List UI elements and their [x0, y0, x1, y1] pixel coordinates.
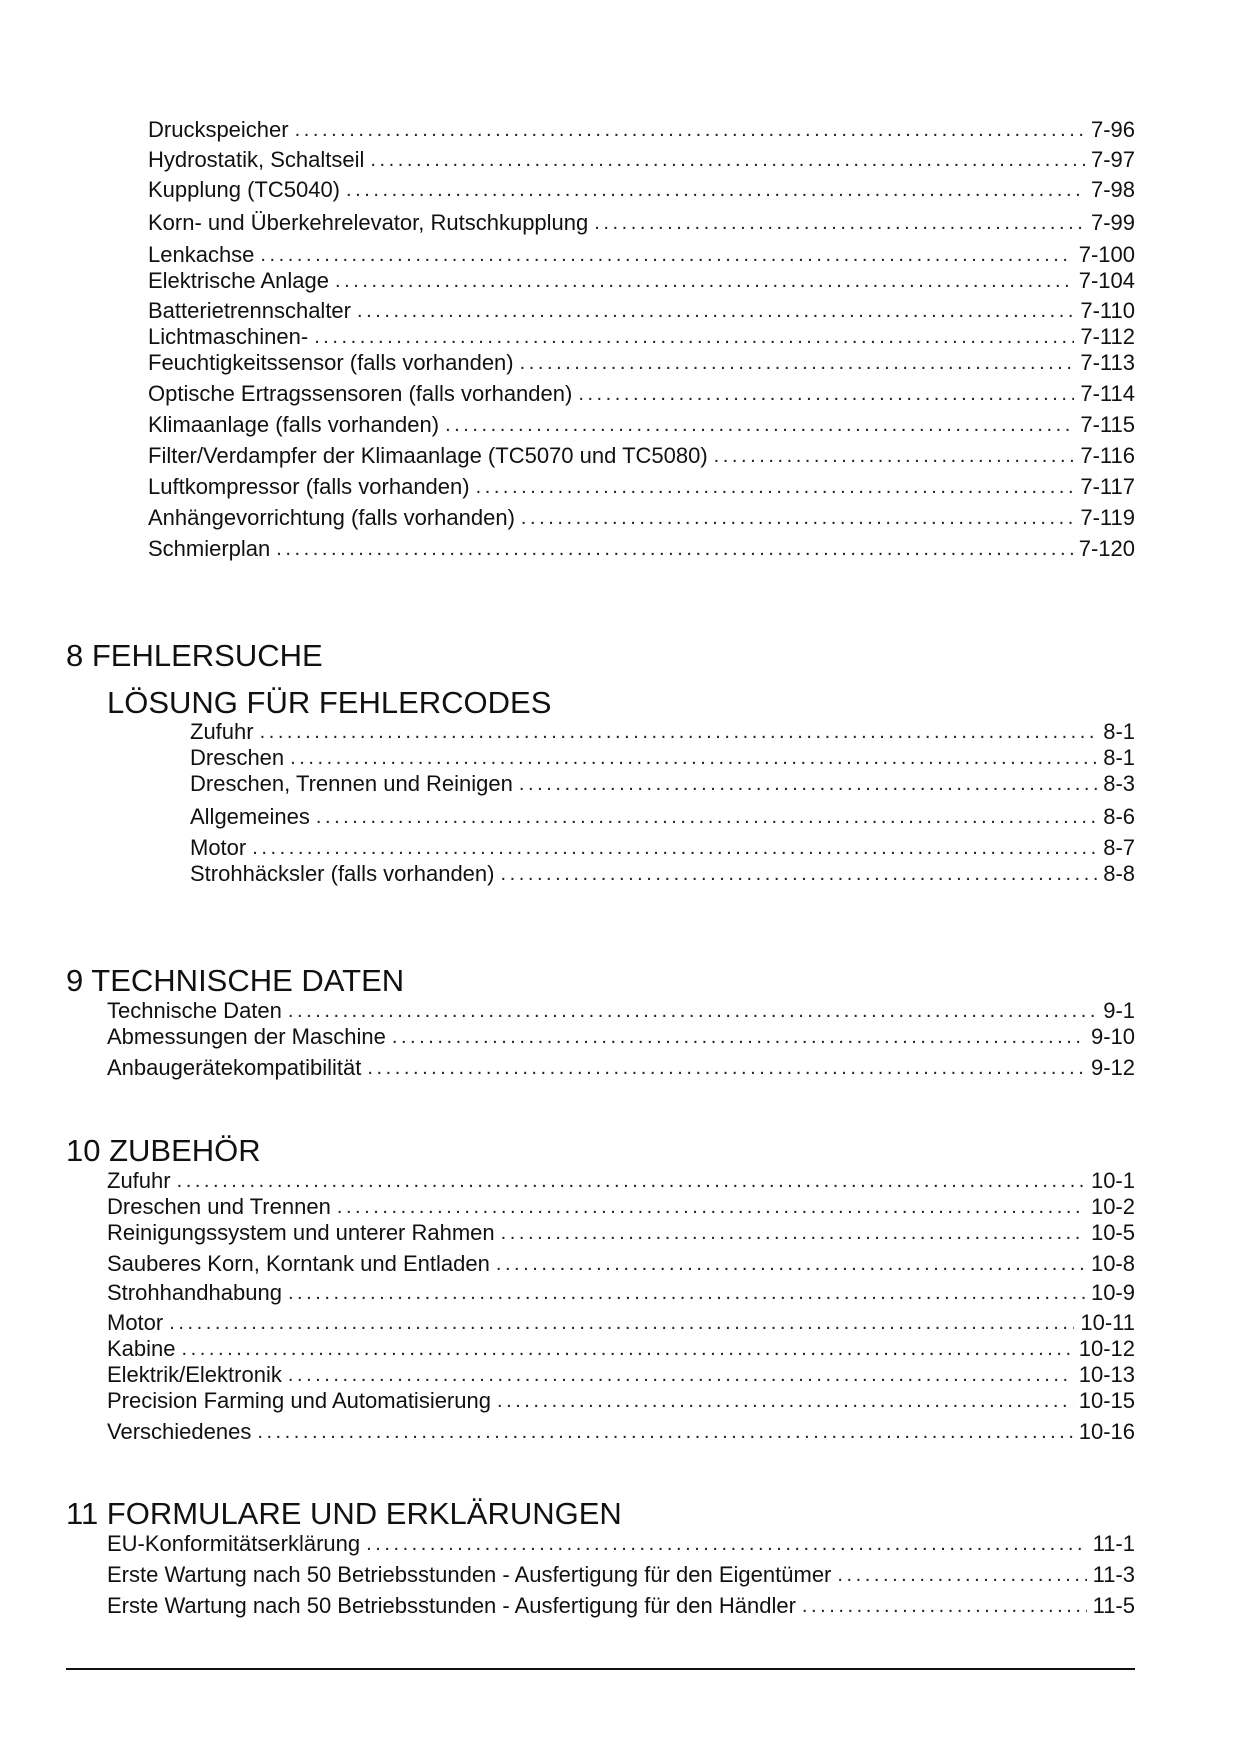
entry-label: Optische Ertragssensoren (falls vorhanden): [148, 381, 573, 406]
entry-page: 7-120: [1078, 536, 1135, 561]
entry-label: Lichtmaschinen-: [148, 324, 309, 349]
entry-label: Dreschen, Trennen und Reinigen: [190, 771, 513, 796]
entry-page: 7-96: [1090, 117, 1135, 142]
toc-entry[interactable]: [107, 1387, 1135, 1415]
toc-entry[interactable]: [190, 718, 1135, 746]
toc-entry[interactable]: [190, 803, 1135, 831]
toc-entry[interactable]: [148, 323, 1135, 351]
entry-label: Motor: [107, 1310, 164, 1335]
toc-entry[interactable]: [148, 411, 1135, 439]
entry-label: Strohhandhabung: [107, 1280, 282, 1305]
entry-label: Schmierplan: [148, 536, 271, 561]
section-heading[interactable]: 11 FORMULARE UND ERKLÄRUNGEN: [66, 1496, 622, 1531]
toc-entry[interactable]: [107, 1361, 1135, 1389]
entry-label: Kabine: [107, 1336, 176, 1361]
entry-label: Anbaugerätekompatibilität: [107, 1055, 362, 1080]
entry-label: Zufuhr: [107, 1168, 171, 1193]
entry-label: Erste Wartung nach 50 Betriebsstunden - Ausfertigung für den Eigentümer: [107, 1562, 832, 1587]
entry-label: Reinigungssystem und unterer Rahmen: [107, 1220, 495, 1245]
entry-label: Korn- und Überkehrelevator, Rutschkupplung: [148, 210, 589, 235]
toc-entry[interactable]: [107, 1054, 1135, 1082]
toc-entry[interactable]: [107, 1592, 1135, 1620]
toc-entry[interactable]: [148, 209, 1135, 237]
entry-page: 9-1: [1103, 998, 1135, 1023]
entry-page: 7-97: [1090, 147, 1135, 172]
entry-page: 8-7: [1103, 835, 1135, 860]
entry-page: 9-12: [1090, 1055, 1135, 1080]
entry-page: 10-1: [1090, 1168, 1135, 1193]
toc-entry[interactable]: [107, 1561, 1135, 1589]
entry-label: Elektrik/Elektronik: [107, 1362, 282, 1387]
footer-rule: [66, 1668, 1135, 1670]
entry-page: 7-110: [1080, 298, 1135, 323]
section-heading[interactable]: 8 FEHLERSUCHE: [66, 638, 323, 673]
entry-page: 7-104: [1078, 268, 1135, 293]
toc-entry[interactable]: [107, 1530, 1135, 1558]
entry-label: Luftkompressor (falls vorhanden): [148, 474, 470, 499]
entry-page: 7-115: [1080, 412, 1135, 437]
entry-label: Sauberes Korn, Korntank und Entladen: [107, 1251, 490, 1276]
toc-entry[interactable]: [148, 473, 1135, 501]
entry-label: Verschiedenes: [107, 1419, 252, 1444]
entry-page: 7-116: [1080, 443, 1135, 468]
toc-entry[interactable]: [107, 1335, 1135, 1363]
entry-label: Motor: [190, 835, 247, 860]
toc-entry[interactable]: [148, 349, 1135, 377]
toc-entry[interactable]: [107, 1193, 1135, 1221]
toc-entry[interactable]: [107, 1250, 1135, 1278]
entry-page: 11-1: [1092, 1531, 1135, 1556]
entry-label: Batterietrennschalter: [148, 298, 351, 323]
toc-entry[interactable]: [148, 380, 1135, 408]
entry-label: Anhängevorrichtung (falls vorhanden): [148, 505, 515, 530]
entry-label: Erste Wartung nach 50 Betriebsstunden - Ausfertigung für den Händler: [107, 1593, 796, 1618]
entry-label: Lenkachse: [148, 242, 255, 267]
entry-page: 8-6: [1103, 804, 1135, 829]
entry-page: 7-113: [1080, 350, 1135, 375]
entry-page: 10-15: [1078, 1388, 1135, 1413]
toc-entry[interactable]: [190, 860, 1135, 888]
entry-page: 10-9: [1090, 1280, 1135, 1305]
entry-page: 8-8: [1103, 861, 1135, 886]
entry-page: 7-117: [1080, 474, 1135, 499]
section-subheading[interactable]: LÖSUNG FÜR FEHLERCODES: [107, 685, 552, 720]
entry-label: Elektrische Anlage: [148, 268, 329, 293]
entry-label: Strohhäcksler (falls vorhanden): [190, 861, 495, 886]
toc-entry[interactable]: [148, 176, 1135, 204]
entry-page: 10-16: [1078, 1419, 1135, 1444]
entry-page: 11-5: [1092, 1593, 1135, 1618]
entry-page: 8-3: [1103, 771, 1135, 796]
entry-label: Zufuhr: [190, 719, 254, 744]
entry-label: Kupplung (TC5040): [148, 177, 341, 202]
entry-page: 10-13: [1078, 1362, 1135, 1387]
entry-page: 9-10: [1090, 1024, 1135, 1049]
entry-page: 7-119: [1080, 505, 1135, 530]
entry-page: 10-2: [1090, 1194, 1135, 1219]
entry-page: 10-8: [1090, 1251, 1135, 1276]
entry-page: 7-100: [1078, 242, 1135, 267]
entry-label: Klimaanlage (falls vorhanden): [148, 412, 440, 437]
entry-label: Technische Daten: [107, 998, 282, 1023]
toc-entry[interactable]: [107, 1309, 1135, 1337]
entry-label: Dreschen: [190, 745, 285, 770]
toc-entry[interactable]: [190, 744, 1135, 772]
toc-entry[interactable]: [107, 1219, 1135, 1247]
toc-entry[interactable]: [148, 297, 1135, 325]
section-heading[interactable]: 10 ZUBEHÖR: [66, 1133, 261, 1168]
toc-entry[interactable]: [190, 834, 1135, 862]
entry-label: Dreschen und Trennen: [107, 1194, 331, 1219]
entry-label: Filter/Verdampfer der Klimaanlage (TC5070 und TC5080): [148, 443, 708, 468]
toc-entry[interactable]: [107, 1279, 1135, 1307]
entry-label: Abmessungen der Maschine: [107, 1024, 386, 1049]
toc-entry[interactable]: [107, 1418, 1135, 1446]
entry-label: Hydrostatik, Schaltseil: [148, 147, 365, 172]
entry-page: 8-1: [1103, 745, 1135, 770]
entry-page: 10-11: [1080, 1310, 1135, 1335]
toc-entry[interactable]: [107, 1023, 1135, 1051]
toc-entry[interactable]: [148, 267, 1135, 295]
toc-entry[interactable]: [148, 504, 1135, 532]
entry-label: EU-Konformitätserklärung: [107, 1531, 361, 1556]
toc-entry[interactable]: [148, 116, 1135, 144]
entry-label: Feuchtigkeitssensor (falls vorhanden): [148, 350, 514, 375]
entry-page: 10-12: [1078, 1336, 1135, 1361]
entry-page: 7-98: [1090, 177, 1135, 202]
toc-entry[interactable]: [107, 1167, 1135, 1195]
entry-page: 7-112: [1080, 324, 1135, 349]
toc-entry[interactable]: [148, 146, 1135, 174]
entry-page: 7-114: [1080, 381, 1135, 406]
entry-page: 7-99: [1090, 210, 1135, 235]
toc-entry[interactable]: [148, 241, 1135, 269]
entry-page: 8-1: [1103, 719, 1135, 744]
entry-label: Allgemeines: [190, 804, 310, 829]
entry-page: 11-3: [1092, 1562, 1135, 1587]
entry-label: Druckspeicher: [148, 117, 289, 142]
toc-entry[interactable]: [148, 442, 1135, 470]
toc-entry[interactable]: [190, 770, 1135, 798]
entry-page: 10-5: [1090, 1220, 1135, 1245]
entry-label: Precision Farming und Automatisierung: [107, 1388, 491, 1413]
toc-entry[interactable]: [107, 997, 1135, 1025]
toc-entry[interactable]: [148, 535, 1135, 563]
section-heading[interactable]: 9 TECHNISCHE DATEN: [66, 963, 405, 998]
